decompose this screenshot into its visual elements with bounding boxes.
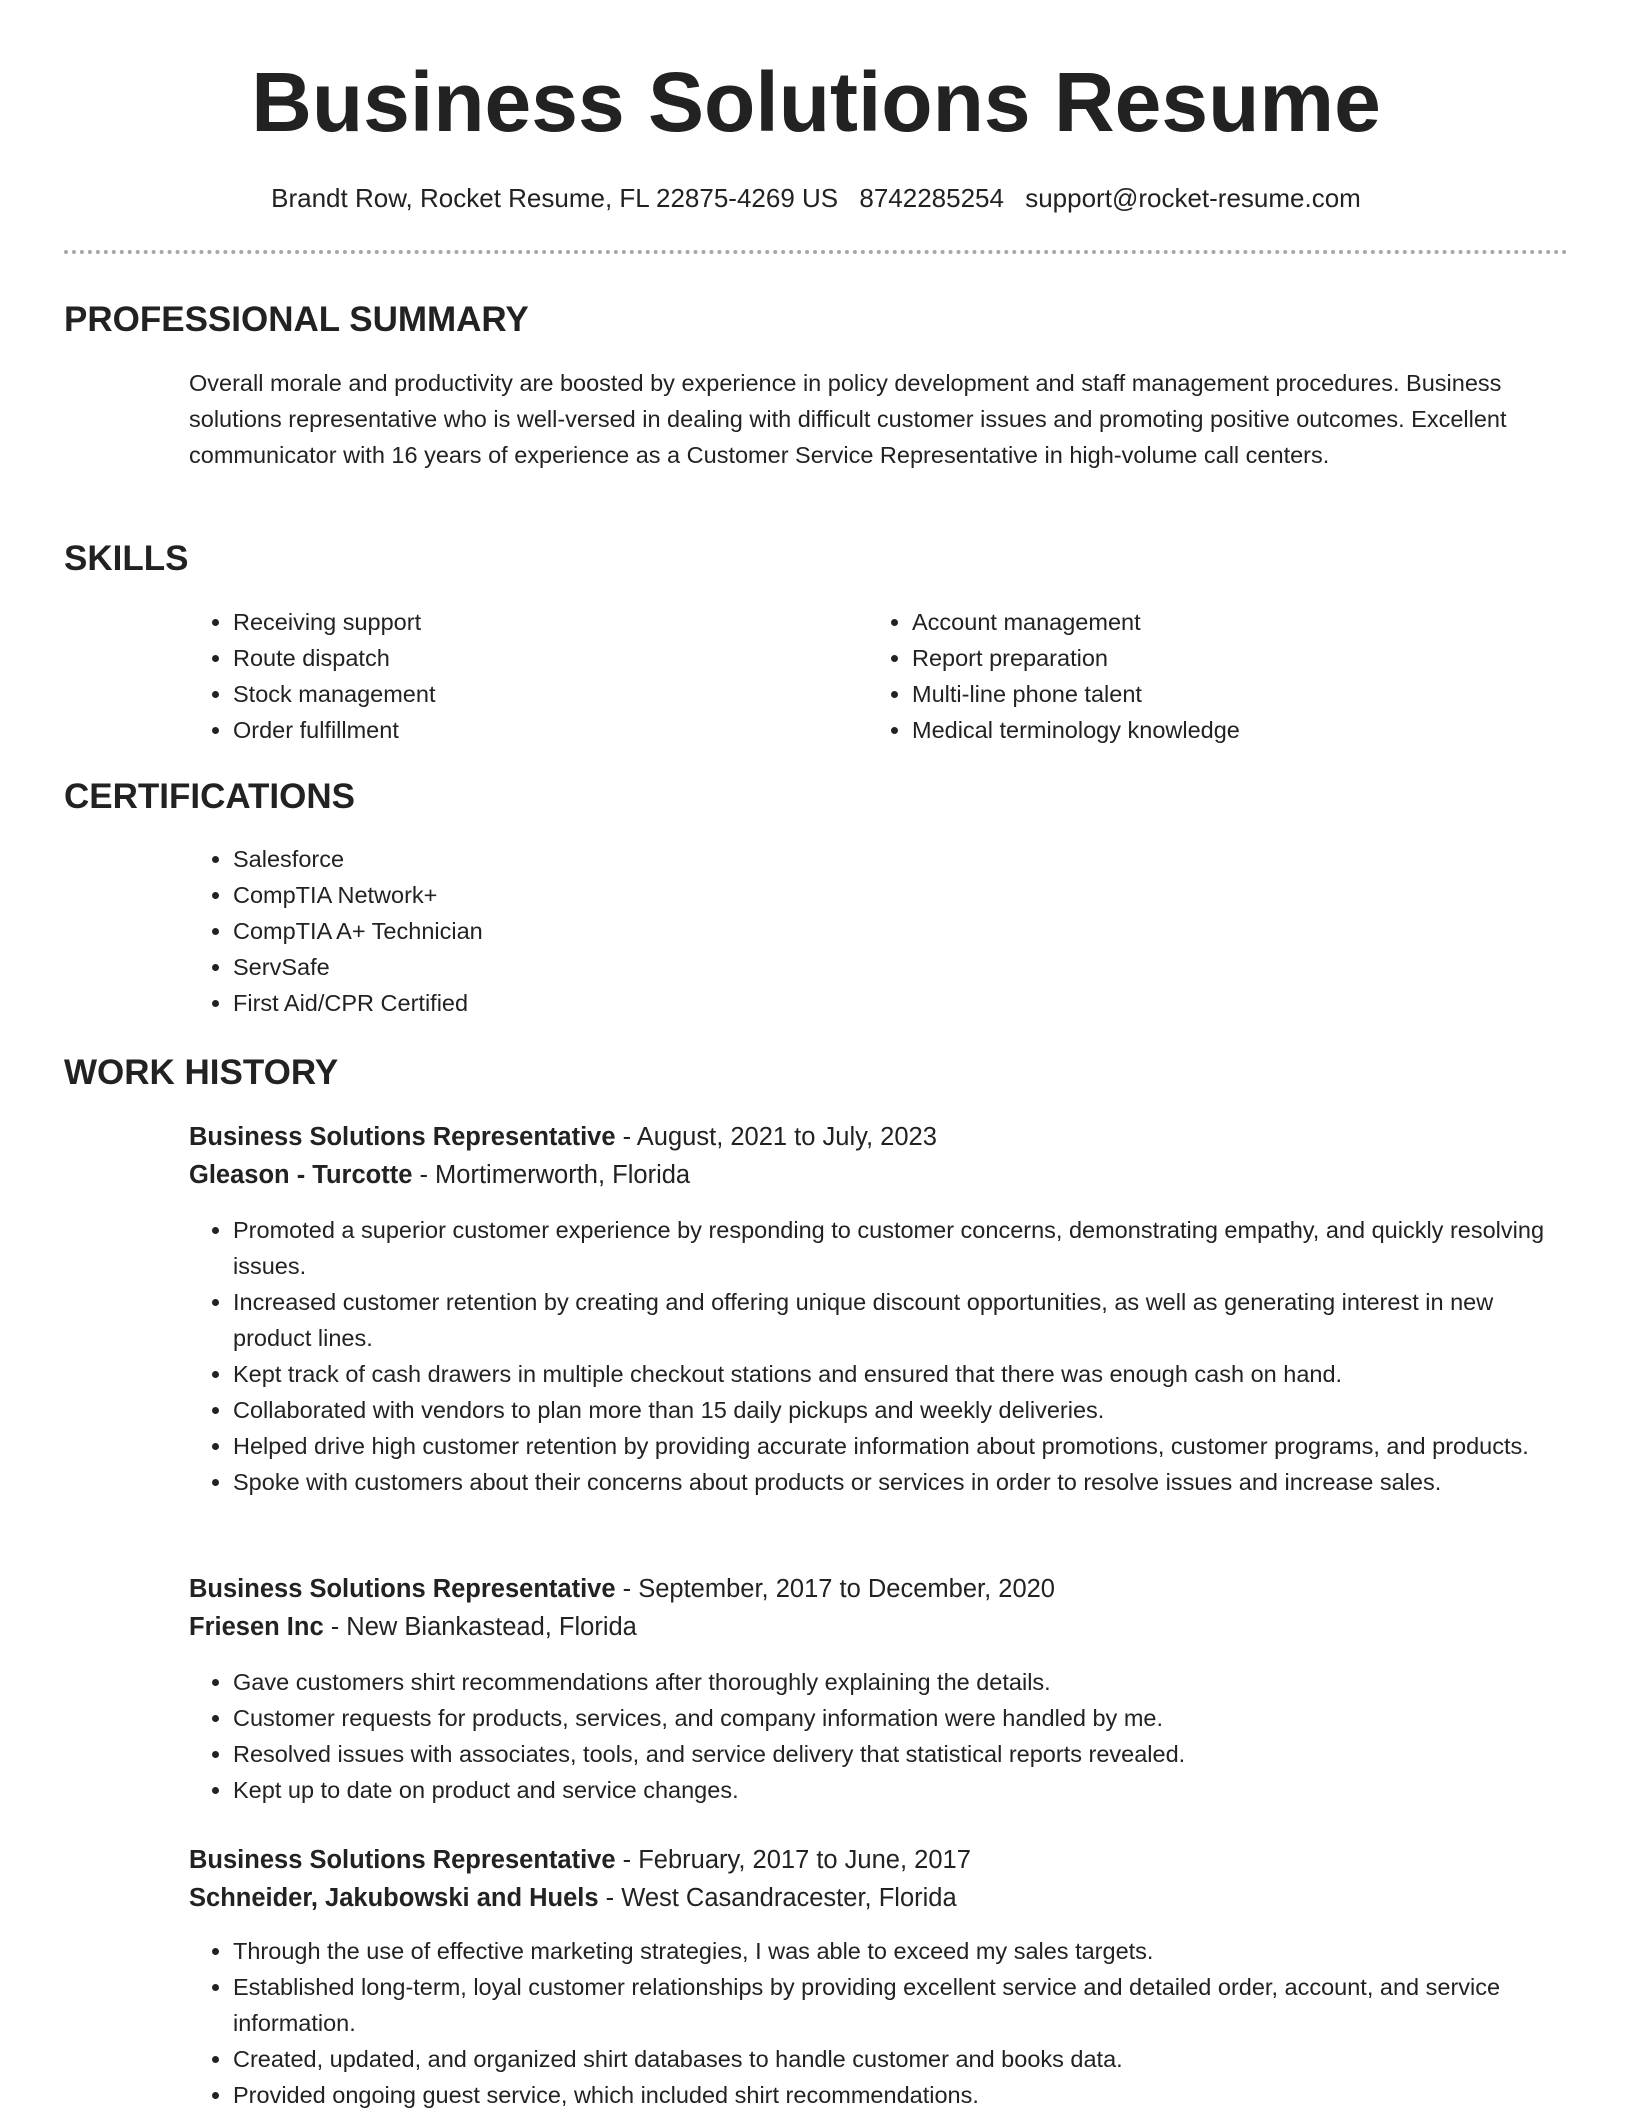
job-duty: • Provided ongoing guest service, which included shirt recommendations. — [233, 2077, 1573, 2113]
job-duty: • Kept up to date on product and service changes. — [233, 1772, 1573, 1808]
contact-email: support@rocket-resume.com — [1025, 183, 1361, 213]
skills-heading: SKILLS — [64, 539, 189, 578]
job-duty: • Kept track of cash drawers in multiple checkout stations and ensured that there was enough cash on hand. — [233, 1356, 1573, 1392]
job-title: Business Solutions Representative — [189, 1846, 616, 1874]
job-duty: • Spoke with customers about their concerns about products or services in order to resolve issues and increase sales. — [233, 1464, 1573, 1500]
job-location: - Mortimerworth, Florida — [412, 1161, 691, 1189]
header-divider — [64, 250, 1568, 254]
job-duties-list — [189, 1212, 1573, 1500]
job-title-line — [189, 1841, 1569, 1879]
job-title: Business Solutions Representative — [189, 1123, 616, 1151]
certification-item: • CompTIA A+ Technician — [233, 913, 1233, 949]
skill-item: • Receiving support — [233, 604, 853, 640]
job-title-line — [189, 1570, 1569, 1608]
job-duties-list — [189, 1664, 1573, 1808]
job-duty: • Customer requests for products, services, and company information were handled by me. — [233, 1700, 1573, 1736]
skills-list-left — [189, 604, 853, 748]
job-company-line — [189, 1879, 1569, 1917]
job-duty: • Increased customer retention by creating and offering unique discount opportunities, as well as generating interest in new product lines. — [233, 1284, 1573, 1356]
job-location: - New Biankastead, Florida — [323, 1613, 637, 1641]
skill-item: • Order fulfillment — [233, 712, 853, 748]
certification-item: • ServSafe — [233, 949, 1233, 985]
certification-item: • First Aid/CPR Certified — [233, 985, 1233, 1021]
job-company: Schneider, Jakubowski and Huels — [189, 1884, 599, 1912]
skills-list-right — [868, 604, 1572, 748]
certifications-list — [189, 841, 1233, 1021]
job-company: Gleason - Turcotte — [189, 1161, 413, 1189]
resume-title: Business Solutions Resume — [251, 55, 1381, 149]
contact-phone: 8742285254 — [859, 183, 1004, 213]
certification-item: • CompTIA Network+ — [233, 877, 1233, 913]
work-history-heading: WORK HISTORY — [64, 1053, 339, 1092]
job-title-line — [189, 1118, 1569, 1156]
job-location: - West Casandracester, Florida — [598, 1884, 957, 1912]
certifications-heading: CERTIFICATIONS — [64, 777, 356, 816]
job-duty: • Gave customers shirt recommendations after thoroughly explaining the details. — [233, 1664, 1573, 1700]
job-duty: • Collaborated with vendors to plan more than 15 daily pickups and weekly deliveries. — [233, 1392, 1573, 1428]
contact-address: Brandt Row, Rocket Resume, FL 22875-4269 US — [271, 183, 839, 213]
job-company-line — [189, 1156, 1569, 1194]
job-dates: - August, 2021 to July, 2023 — [615, 1123, 937, 1151]
job-duty: • Resolved issues with associates, tools, and service delivery that statistical reports revealed. — [233, 1736, 1573, 1772]
job-duty: • Through the use of effective marketing strategies, I was able to exceed my sales targets. — [233, 1933, 1573, 1969]
job-dates: - February, 2017 to June, 2017 — [615, 1846, 971, 1874]
job-company-line — [189, 1608, 1569, 1646]
job-duties-list — [189, 1933, 1573, 2113]
job-title: Business Solutions Representative — [189, 1575, 616, 1603]
job-duty: • Helped drive high customer retention by providing accurate information about promotions, customer programs, and products. — [233, 1428, 1573, 1464]
job-company: Friesen Inc — [189, 1613, 324, 1641]
skill-item: • Multi-line phone talent — [912, 676, 1572, 712]
summary-heading: PROFESSIONAL SUMMARY — [64, 300, 529, 339]
skill-item: • Medical terminology knowledge — [912, 712, 1572, 748]
skill-item: • Report preparation — [912, 640, 1572, 676]
job-duty: • Established long-term, loyal customer relationships by providing excellent service and detailed order, account, and service information. — [233, 1969, 1573, 2041]
skill-item: • Account management — [912, 604, 1572, 640]
skill-item: • Route dispatch — [233, 640, 853, 676]
job-duty: • Promoted a superior customer experience by responding to customer concerns, demonstrating empathy, and quickly resolving issues. — [233, 1212, 1573, 1284]
contact-info — [0, 180, 1632, 216]
job-dates: - September, 2017 to December, 2020 — [615, 1575, 1055, 1603]
skill-item: • Stock management — [233, 676, 853, 712]
certification-item: • Salesforce — [233, 841, 1233, 877]
job-duty: • Created, updated, and organized shirt databases to handle customer and books data. — [233, 2041, 1573, 2077]
summary-text: Overall morale and productivity are boosted by experience in policy development and staff management procedures. Business solutions representative who is well-versed in dealing with difficult customer issues and promoting positive outcomes. Excellent communicator with 16 years of experience as a Customer Service Representative in high-volume call centers. — [189, 370, 1507, 468]
